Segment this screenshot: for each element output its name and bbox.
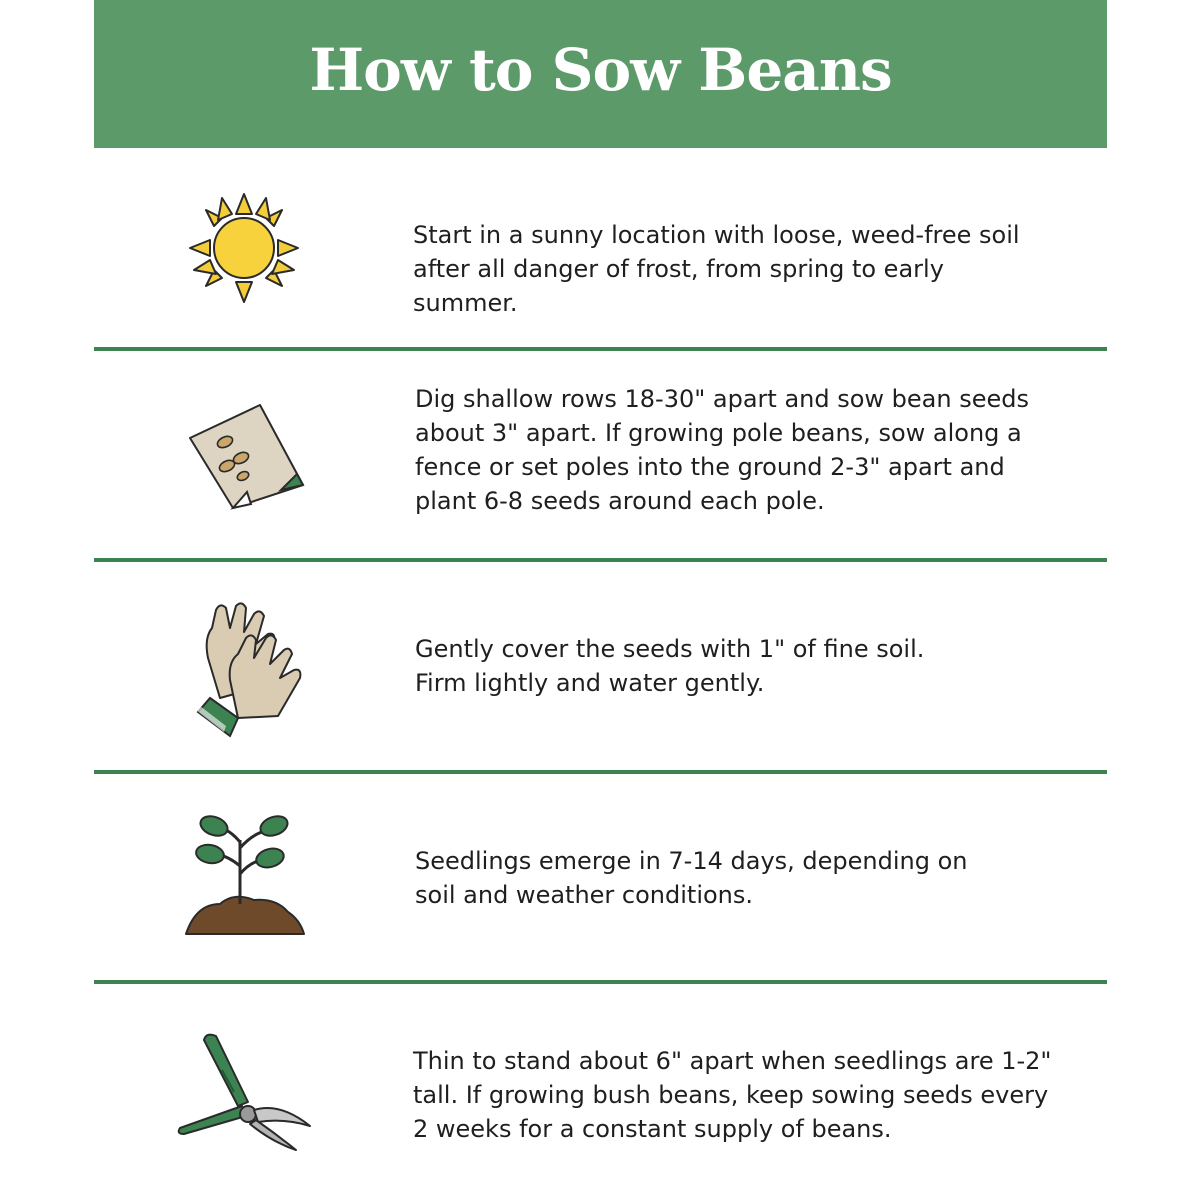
step-3-text: Gently cover the seeds with 1" of fine soil. Firm lightly and water gently.	[415, 635, 925, 697]
seed-packet-icon	[185, 400, 310, 515]
divider-4	[94, 980, 1107, 984]
seedling-icon	[184, 812, 306, 938]
pruning-shears-icon	[176, 1030, 316, 1154]
step-1-text: Start in a sunny location with loose, weed-free soil after all danger of frost, from spring to early summer.	[413, 221, 1020, 317]
gardening-gloves-icon	[190, 598, 310, 740]
page-title: How to Sow Beans	[309, 36, 892, 104]
step-4-text: Seedlings emerge in 7-14 days, depending on soil and weather conditions.	[415, 847, 968, 909]
step-5-text: Thin to stand about 6" apart when seedlings are 1-2" tall. If growing bush beans, keep sowing seeds every 2 weeks for a constant supply of beans.	[413, 1047, 1052, 1143]
divider-1	[94, 347, 1107, 351]
divider-2	[94, 558, 1107, 562]
header-banner	[94, 0, 1107, 148]
sun-icon	[188, 192, 300, 304]
divider-3	[94, 770, 1107, 774]
step-2-text: Dig shallow rows 18-30" apart and sow bean seeds about 3" apart. If growing pole beans, sow along a fence or set poles into the ground 2-3" apart and plant 6-8 seeds around each pole.	[415, 385, 1030, 515]
